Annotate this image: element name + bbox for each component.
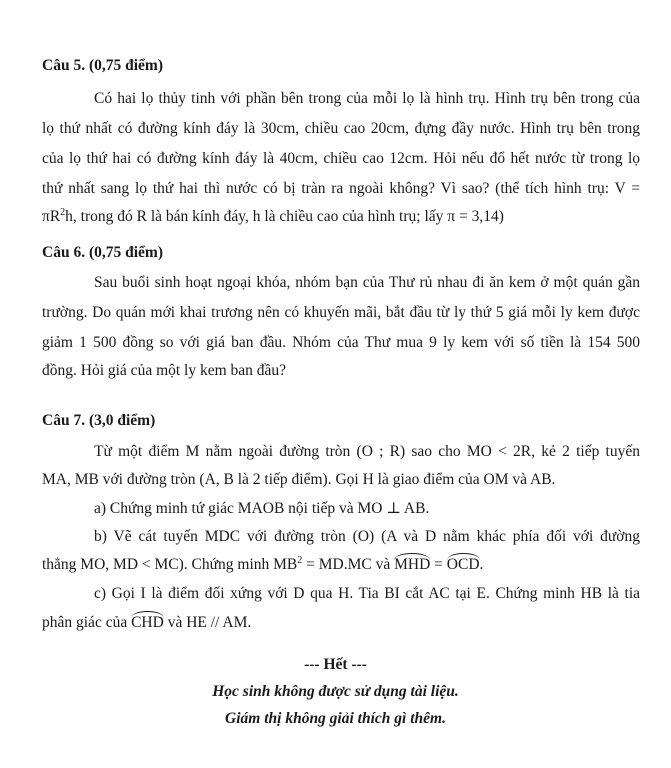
q7-b2-mid: = MD.MC và xyxy=(302,556,395,573)
q7-line-2: MA, MB với đường tròn (A, B là 2 tiếp điểm). Gọi H là giao điểm của OM và AB. xyxy=(42,471,556,488)
q6-line-4: đồng. Hỏi giá của một ly kem ban đầu? xyxy=(42,362,287,379)
q7-part-b-line-2 xyxy=(42,556,483,574)
q7-heading: Câu 7. (3,0 điểm) xyxy=(42,412,156,429)
footer-note-2: Giám thị không giải thích gì thêm. xyxy=(225,710,446,727)
q7-part-b-line-1: b) Vẽ cát tuyến MDC với đường tròn (O) (A và D nằm khác phía đối với đường xyxy=(94,528,640,545)
q7-part-c-line-2 xyxy=(42,614,251,632)
q5-line-4: thứ nhất sang lọ thứ hai thì nước có bị tràn ra ngoài không? Vì sao? (thể tích hình trụ: V = xyxy=(42,180,640,197)
q7-part-c-line-1: c) Gọi I là điểm đối xứng với D qua H. Tia BI cắt AC tại E. Chứng minh HB là tia xyxy=(94,585,640,602)
q5-line-3: của lọ thứ hai có đường kính đáy là 40cm, chiều cao 12cm. Hỏi nếu đổ hết nước từ trong lọ xyxy=(42,150,640,167)
q7-b2-eq: = xyxy=(430,556,447,573)
q5-line-1: Có hai lọ thủy tinh với phần bên trong của mỗi lọ là hình trụ. Hình trụ bên trong của xyxy=(94,90,640,107)
q7-line-1: Từ một điểm M nằm ngoài đường tròn (O ; R) sao cho MO < 2R, kẻ 2 tiếp tuyến xyxy=(94,443,640,460)
q5-heading: Câu 5. (0,75 điểm) xyxy=(42,57,163,74)
q7-arc-ocd: OCD xyxy=(446,556,480,573)
footer-note-1: Học sinh không được sử dụng tài liệu. xyxy=(212,683,459,700)
end-marker: --- Hết --- xyxy=(304,656,367,673)
q6-line-1: Sau buổi sinh hoạt ngoại khóa, nhóm bạn của Thư rủ nhau đi ăn kem ở một quán gần xyxy=(94,274,640,291)
q7-arc-mhd: MHD xyxy=(394,556,431,573)
q7-arc-chd: CHD xyxy=(131,614,164,631)
q5-line-5-sup: 2 xyxy=(60,206,66,218)
q7-b2-pre: thẳng MO, MD < MC). Chứng minh MB xyxy=(42,556,298,573)
q7-c2-pre: phân giác của xyxy=(42,614,132,631)
q5-line-5 xyxy=(42,208,504,226)
q7-c2-post: và HE // AM. xyxy=(163,614,252,631)
q6-line-2: trường. Do quán mới khai trương nên có khuyến mãi, bắt đầu từ ly thứ 5 giá mỗi ly kem được xyxy=(42,304,640,321)
q5-line-5-pre: πR xyxy=(42,208,61,225)
q6-line-3: giảm 1 500 đồng so với giá ban đầu. Nhóm của Thư mua 9 ly kem với số tiền là 154 500 xyxy=(42,334,640,351)
q7-b2-sup: 2 xyxy=(297,554,303,566)
q6-heading: Câu 6. (0,75 điểm) xyxy=(42,244,163,261)
q5-line-5-post: h, trong đó R là bán kính đáy, h là chiều cao của hình trụ; lấy π = 3,14) xyxy=(65,208,504,225)
q5-line-2: lọ thứ nhất có đường kính đáy là 30cm, chiều cao 20cm, đựng đầy nước. Hình trụ bên trong xyxy=(42,120,640,137)
q7-b2-end: . xyxy=(479,556,484,573)
q7-part-a: a) Chứng minh tứ giác MAOB nội tiếp và MO ⊥ AB. xyxy=(94,500,430,517)
